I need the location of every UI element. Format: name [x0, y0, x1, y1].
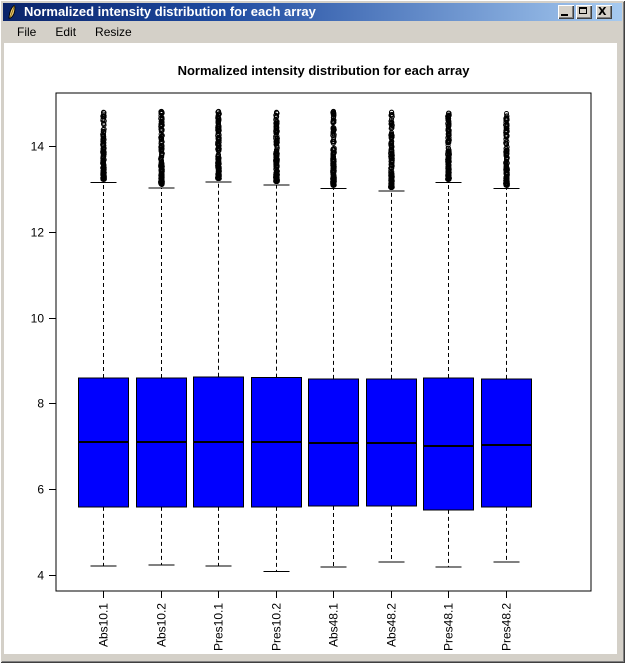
boxplot-Abs10.1	[79, 110, 129, 566]
boxplot-Pres10.1	[194, 109, 244, 566]
boxplot-Pres48.2	[482, 112, 532, 563]
minimize-button[interactable]	[558, 5, 574, 19]
outliers	[216, 109, 222, 180]
maximize-icon	[579, 7, 587, 14]
menu-bar	[3, 21, 622, 42]
boxplot-Abs10.2	[137, 109, 187, 565]
outliers	[331, 109, 337, 187]
y-tick-label: 12	[30, 225, 44, 240]
maximize-button[interactable]	[576, 5, 592, 19]
y-tick-label: 4	[37, 568, 44, 583]
y-tick-label: 8	[37, 396, 44, 411]
outliers	[389, 110, 395, 189]
y-tick-label: 14	[30, 139, 44, 154]
menu-resize[interactable]: Resize	[95, 24, 132, 39]
x-tick-label: Pres48.1	[441, 603, 456, 652]
outliers	[101, 110, 107, 181]
plot-canvas	[4, 43, 617, 654]
minimize-icon	[561, 14, 568, 16]
boxplot-Pres10.2	[252, 110, 302, 571]
x-tick-label: Abs48.2	[384, 603, 399, 648]
x-tick-label: Abs48.1	[326, 603, 341, 648]
plot-frame	[56, 93, 591, 591]
x-tick-label: Pres48.2	[499, 603, 514, 652]
x-tick-label: Abs10.1	[96, 603, 111, 648]
outliers	[274, 110, 280, 183]
close-icon: X	[598, 5, 607, 18]
y-tick-label: 6	[37, 482, 44, 497]
boxplot-Abs48.2	[367, 110, 417, 562]
boxplot-Abs48.1	[309, 109, 359, 567]
outliers	[446, 111, 452, 181]
x-tick-label: Pres10.1	[211, 603, 226, 652]
feather-icon[interactable]	[6, 5, 20, 19]
window-controls	[556, 5, 612, 19]
window-title: Normalized intensity distribution for each array	[24, 4, 316, 19]
plot-svg	[4, 43, 617, 654]
menu-file[interactable]: File	[17, 24, 37, 39]
close-button[interactable]	[596, 5, 612, 19]
y-tick-label: 10	[30, 311, 44, 326]
outliers	[504, 112, 510, 188]
x-tick-label: Abs10.2	[154, 603, 169, 648]
x-tick-label: Pres10.2	[269, 603, 284, 652]
outliers	[159, 109, 165, 186]
title-bar[interactable]	[3, 3, 622, 21]
boxplot-Pres48.1	[424, 111, 474, 567]
menu-edit[interactable]: Edit	[55, 24, 77, 39]
chart-title: Normalized intensity distribution for each array	[177, 63, 470, 78]
